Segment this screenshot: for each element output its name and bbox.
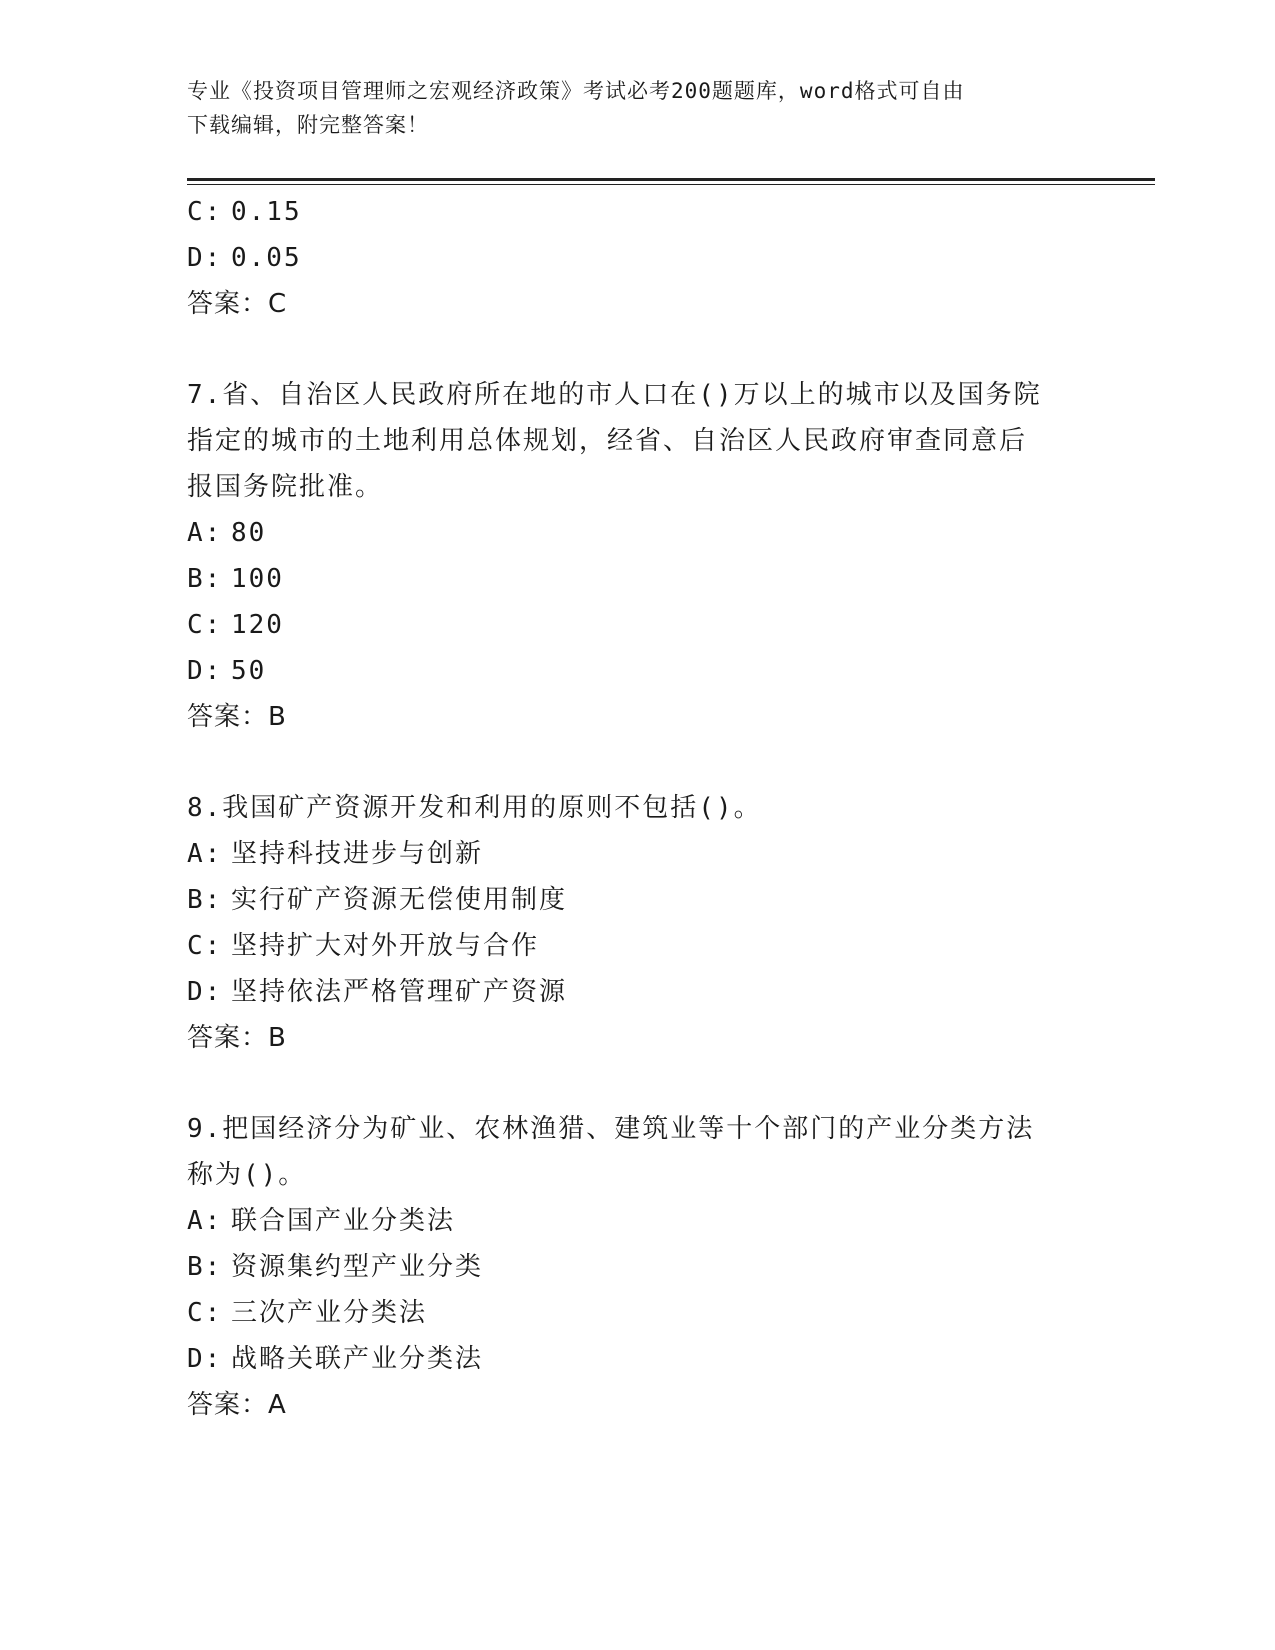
option-letter: B: <box>187 1252 223 1282</box>
option-text: 联合国产业分类法 <box>231 1206 456 1236</box>
answer-line: 答案：B <box>187 702 287 732</box>
option-a <box>187 510 1087 556</box>
option-text: 资源集约型产业分类 <box>231 1252 484 1282</box>
option-text: 实行矿产资源无偿使用制度 <box>231 885 568 915</box>
option-b <box>187 1244 1087 1290</box>
question-stem-line: 7.省、自治区人民政府所在地的市人口在()万以上的城市以及国务院 <box>187 380 1042 410</box>
option-text: 坚持依法严格管理矿产资源 <box>231 977 568 1007</box>
question-stem-line: 报国务院批准。 <box>187 472 384 502</box>
option-a <box>187 831 1087 877</box>
question-list <box>187 189 1087 1428</box>
option-text: 0.15 <box>231 197 302 227</box>
option-letter: C: <box>187 931 223 961</box>
option-letter: B: <box>187 564 223 594</box>
question-stem-line: 8.我国矿产资源开发和利用的原则不包括()。 <box>187 793 762 823</box>
answer-line: 答案：C <box>187 289 288 319</box>
option-letter: C: <box>187 197 223 227</box>
option-text: 坚持扩大对外开放与合作 <box>231 931 540 961</box>
option-d <box>187 235 1087 281</box>
option-text: 坚持科技进步与创新 <box>231 839 484 869</box>
option-letter: C: <box>187 1298 223 1328</box>
option-c <box>187 189 1087 235</box>
option-b <box>187 877 1087 923</box>
option-letter: D: <box>187 1344 223 1374</box>
answer-line: 答案：A <box>187 1390 287 1420</box>
option-letter: A: <box>187 839 223 869</box>
option-d <box>187 1336 1087 1382</box>
option-b <box>187 556 1087 602</box>
option-a <box>187 1198 1087 1244</box>
option-letter: C: <box>187 610 223 640</box>
option-text: 120 <box>231 610 284 640</box>
header-divider-thick <box>187 178 1155 181</box>
header-divider-thin <box>187 184 1155 185</box>
option-letter: D: <box>187 977 223 1007</box>
option-letter: A: <box>187 1206 223 1236</box>
question-block-9 <box>187 1106 1087 1428</box>
option-text: 50 <box>231 656 267 686</box>
option-text: 100 <box>231 564 284 594</box>
option-text: 80 <box>231 518 267 548</box>
option-text: 三次产业分类法 <box>231 1298 428 1328</box>
option-text: 0.05 <box>231 243 302 273</box>
question-block-partial <box>187 189 1087 327</box>
option-c <box>187 602 1087 648</box>
document-header <box>187 74 1087 142</box>
option-d <box>187 969 1087 1015</box>
answer-line: 答案：B <box>187 1023 287 1053</box>
question-block-8 <box>187 785 1087 1061</box>
header-line-1: 专业《投资项目管理师之宏观经济政策》考试必考200题题库，word格式可自由 <box>187 79 965 103</box>
question-stem-line: 9.把国经济分为矿业、农林渔猎、建筑业等十个部门的产业分类方法 <box>187 1114 1035 1144</box>
question-stem-line: 称为()。 <box>187 1160 307 1190</box>
option-letter: D: <box>187 243 223 273</box>
option-text: 战略关联产业分类法 <box>231 1344 484 1374</box>
option-letter: B: <box>187 885 223 915</box>
header-line-2: 下载编辑，附完整答案！ <box>187 113 429 137</box>
option-c <box>187 1290 1087 1336</box>
question-block-7 <box>187 372 1087 740</box>
option-c <box>187 923 1087 969</box>
question-stem-line: 指定的城市的土地利用总体规划，经省、自治区人民政府审查同意后 <box>187 426 1028 456</box>
option-letter: A: <box>187 518 223 548</box>
option-d <box>187 648 1087 694</box>
option-letter: D: <box>187 656 223 686</box>
